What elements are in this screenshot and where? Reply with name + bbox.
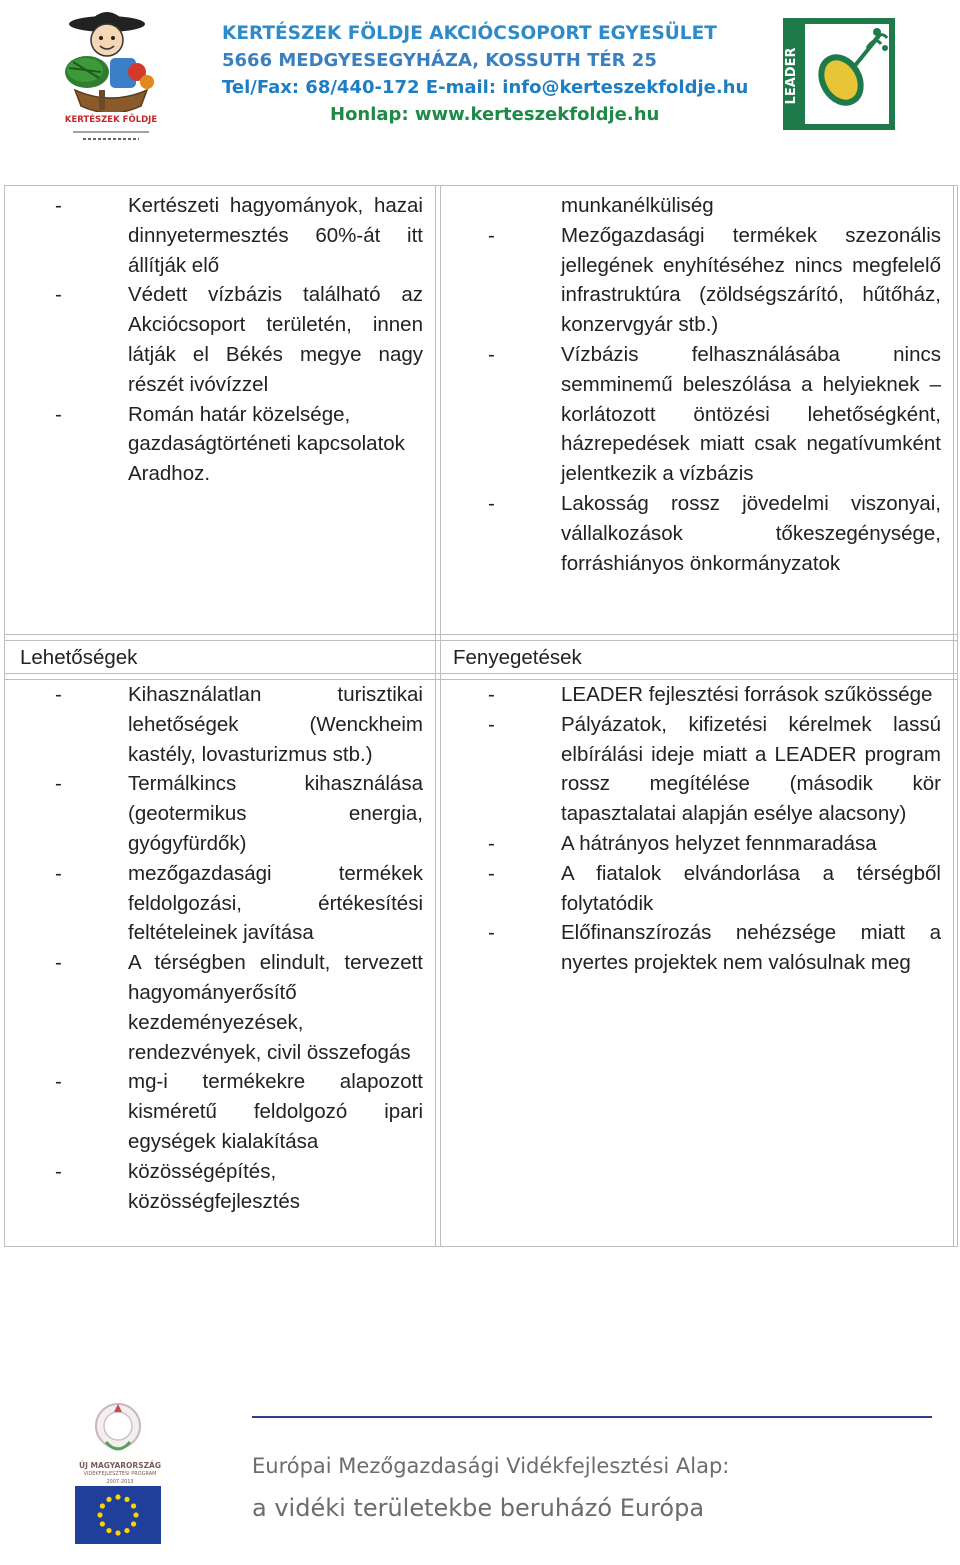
list-item: - LEADER fejlesztési források szűkössége [488,683,933,706]
weaknesses-cell [488,191,941,578]
list-item: - Védett vízbázis található az Akciócsoport területén, innen látják el Békés megye nagy részét ivóvízzel [55,283,423,396]
list-item: - Román határ közelsége, gazdaságtörténeti kapcsolatok Aradhoz. [55,402,405,486]
organization-info [222,20,762,128]
row-divider-3 [4,673,957,674]
eu-star [131,1521,136,1526]
column-divider-b [440,185,441,1247]
table-right-border-a [953,185,954,1247]
threats-cell [488,680,941,978]
hungary-program-logo [92,1396,144,1460]
list-item: - A fiatalok elvándorlása a térségből folytatódik [488,861,941,915]
list-item: - Mezőgazdasági termékek szezonális jellegének enyhítéséhez nincs megfelelő infrastruktúra (zöldségszárító, hűtőház, konzervgyár stb.) [488,223,941,337]
opportunities-heading: Lehetőségek [20,646,138,669]
list-item: - Vízbázis felhasználásába nincs semminemű beleszólása a helyieknek – korlátozott öntözési lehetőségként, házrepedések miatt csak negatívumként jelentkezik a vízbázis [488,342,941,486]
eu-star [131,1503,136,1508]
eu-star [133,1512,138,1517]
footer-divider [252,1416,932,1418]
strengths-cell [55,191,423,489]
program-label [75,1462,165,1486]
weakness-continuation: munkanélküliség [561,194,714,217]
gardener-logo [55,2,167,148]
eu-flag [75,1486,161,1544]
column-divider-a [435,185,436,1247]
list-item: - Pályázatok, kifizetési kérelmek lassú elbírálási ideje miatt a LEADER program rossz megítélése (második kör tapasztalatai alapján esélye alacsony) [488,712,941,826]
table-right-border-b [957,185,958,1247]
list-item: - Előfinanszírozás nehézsége miatt a nyertes projektek nem valósulnak meg [488,921,941,975]
threats-heading: Fenyegetések [453,646,582,669]
page-footer [0,1390,960,1565]
table-left-border [4,185,5,1247]
eu-star [124,1528,129,1533]
footer-line-2: a vidéki területekbe beruházó Európa [252,1494,705,1522]
list-item: - közösségépítés, közösségfejlesztés [55,1159,301,1213]
eu-star [115,1494,120,1499]
list-item: - Kihasználatlan turisztikai lehetőségek (Wenckheim kastély, lovasturizmus stb.) [55,683,423,766]
org-website[interactable]: Honlap: www.kerteszekfoldje.hu [330,104,660,125]
org-contact: Tel/Fax: 68/440-172 E-mail: info@kerteszekfoldje.hu [222,77,749,98]
eu-star [97,1512,102,1517]
program-years: 2007-2013 [106,1479,134,1485]
table-bottom-border [4,1246,957,1247]
eu-star [100,1521,105,1526]
table-top-border [4,185,957,186]
leader-logo-text: LEADER [784,47,799,105]
list-item: - mg-i termékekre alapozott kisméretű feldolgozó ipari egységek kialakítása [55,1070,423,1153]
eu-star [106,1528,111,1533]
list-item: - Termálkincs kihasználása (geotermikus energia, gyógyfürdők) [55,772,423,855]
row-divider-2 [4,640,957,641]
program-name: ÚJ MAGYARORSZÁG [79,1461,161,1470]
program-sub: VIDÉKFEJLESZTÉSI PROGRAM [83,1471,157,1477]
logo-left-text: KERTÉSZEK FÖLDJE [64,115,158,125]
eu-star [115,1530,120,1535]
list-item: - A térségben elindult, tervezett hagyományerősítő kezdeményezések, rendezvények, civil összefogás [55,951,423,1064]
leader-logo [783,18,895,130]
footer-line-1: Európai Mezőgazdasági Vidékfejlesztési Alap: [252,1454,730,1478]
page-header [0,0,960,150]
org-name: KERTÉSZEK FÖLDJE AKCIÓCSOPORT EGYESÜLET [222,23,717,44]
list-item: - mezőgazdasági termékek feldolgozási, értékesítési feltételeinek javítása [55,861,423,945]
eu-star [100,1503,105,1508]
eu-star [124,1497,129,1502]
list-item: - Kertészeti hagyományok, hazai dinnyetermesztés 60%-át itt állítják elő [55,194,423,277]
eu-star [106,1497,111,1502]
list-item: - A hátrányos helyzet fennmaradása [488,831,877,855]
row-divider-1 [4,634,957,635]
org-address: 5666 MEDGYESEGYHÁZA, KOSSUTH TÉR 25 [222,50,657,71]
opportunities-cell [55,680,423,1216]
list-item: - Lakosság rossz jövedelmi viszonyai, vállalkozások tőkeszegénysége, forráshiányos önkormányzatok [488,491,941,575]
